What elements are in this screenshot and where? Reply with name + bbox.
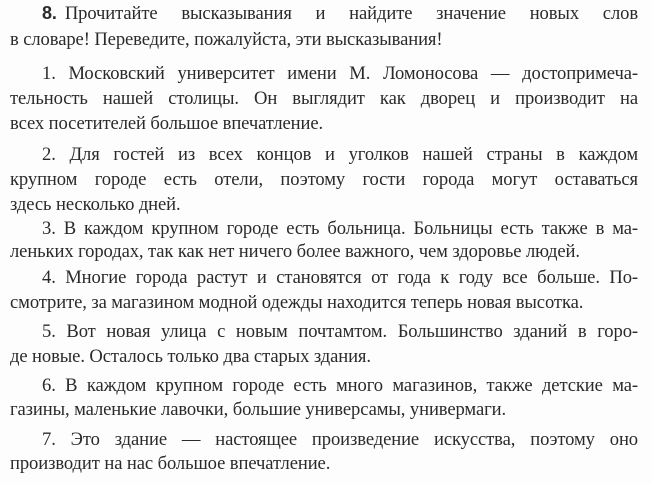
task-number: 8. <box>42 3 57 23</box>
item-4-line-2: смотрите, за магазином модной одежды находится теперь новая высотка. <box>10 292 584 313</box>
task-line-2: в словаре! Переведите, пожалуйста, эти высказывания! <box>10 29 443 50</box>
item-2-line-1: 2. Для гостей из всех концов и уголков нашей страны в каждом <box>42 144 638 165</box>
task-line-1 <box>42 1 638 25</box>
item-6-line-1: 6. В каждом крупном городе есть много магазинов, также детские ма- <box>42 375 638 396</box>
item-3-line-1: 3. В каждом крупном городе есть больница. Больницы есть также в ма- <box>42 218 638 239</box>
item-1-line-1: 1. Московский университет имени М. Ломоносова — достопримеча- <box>42 63 638 84</box>
item-1-line-3: всех посетителей большое впечатление. <box>10 113 324 134</box>
item-2-line-2: крупном городе есть отели, поэтому гости города могут оставаться <box>10 169 638 190</box>
item-3-line-2: леньких городах, так как нет ничего более важного, чем здоровье людей. <box>10 241 580 262</box>
item-4-line-1: 4. Многие города растут и становятся от года к году все больше. По- <box>42 267 638 288</box>
item-7-line-1: 7. Это здание — настоящее произведение искусства, поэтому оно <box>42 429 638 450</box>
item-5-line-1: 5. Вот новая улица с новым почтамтом. Большинство зданий в горо- <box>42 321 638 342</box>
item-1-line-2: тельность нашей столицы. Он выглядит как дворец и производит на <box>10 88 638 109</box>
item-5-line-2: де новые. Осталось только два старых здания. <box>10 346 371 367</box>
task-text: Прочитайте высказывания и найдите значение новых слов <box>64 3 638 24</box>
item-2-line-3: здесь несколько дней. <box>10 194 181 215</box>
item-6-line-2: газины, маленькие лавочки, большие универсамы, универмаги. <box>10 399 507 420</box>
item-7-line-2: производит на нас большое впечатление. <box>10 453 331 474</box>
